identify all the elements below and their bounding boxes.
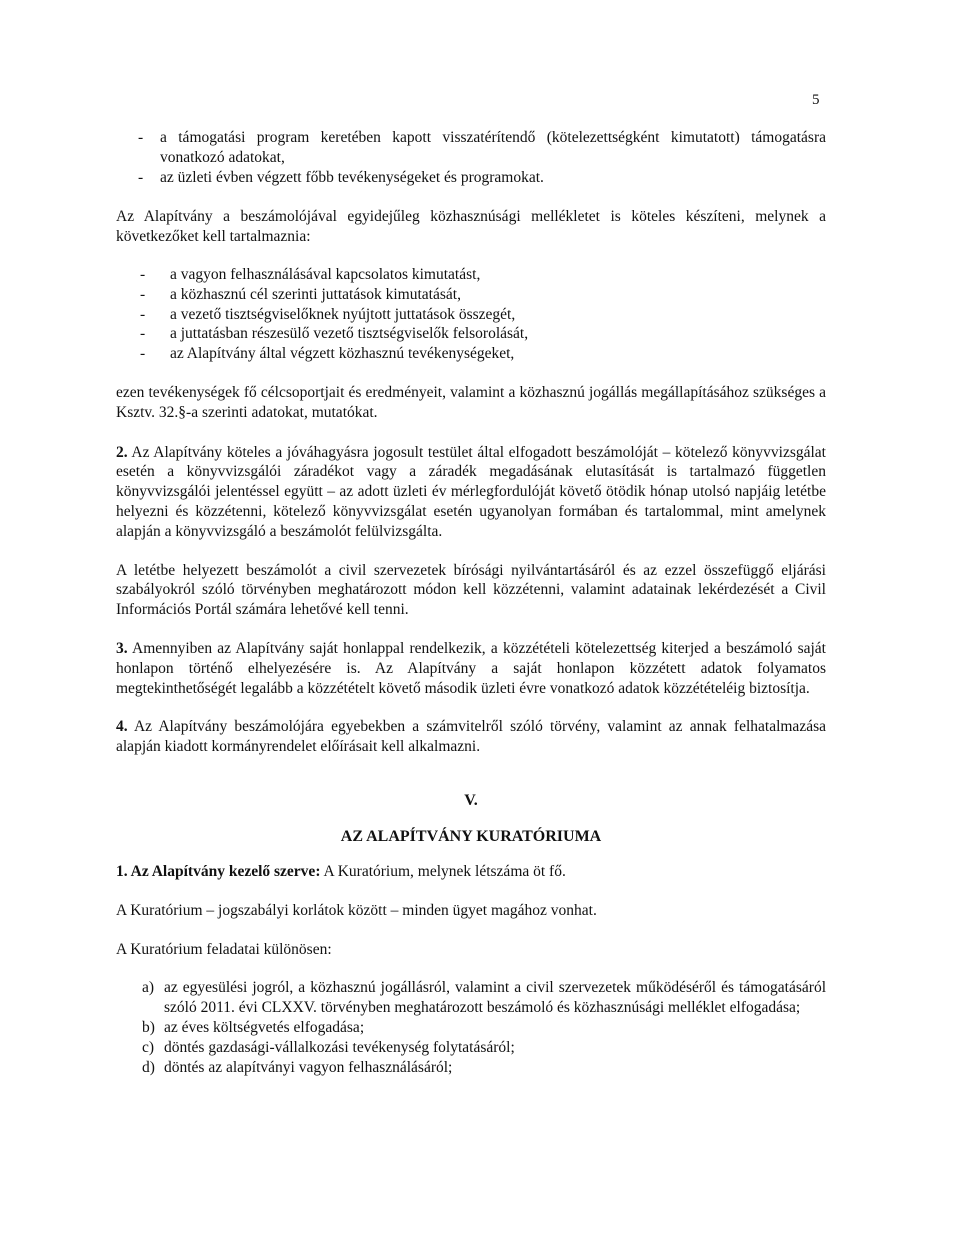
report-content-list [116,128,826,187]
paragraph-4 [116,717,826,757]
list-item [116,978,826,1018]
paragraph-2 [116,443,826,542]
section-title: AZ ALAPÍTVÁNY KURATÓRIUMA [340,827,602,845]
dash-marker: - [140,285,146,303]
list-label: a) [142,979,155,997]
list-item-text: a juttatásban részesülő vezető tisztségviselők felsorolását, [170,325,529,343]
dash-marker: - [140,345,146,363]
list-item-text: a vagyon felhasználásával kapcsolatos kimutatást, [170,265,481,283]
list-item-text: a vezető tisztségviselőknek nyújtott juttatások összegét, [170,305,516,323]
list-item [116,344,826,364]
list-item [116,324,826,344]
paragraph-number: 4. [116,718,128,736]
list-item [116,168,826,188]
dash-marker: - [138,168,144,186]
paragraph-intro: Az Alapítvány a beszámolójával egyidejűleg közhasznúsági mellékletet is köteles készíteni, melynek a következőket kell tartalmaznia: [116,208,826,246]
list-item [116,1058,826,1078]
list-item-text: a közhasznú cél szerinti juttatások kimutatását, [170,285,461,303]
document-body [116,128,826,1077]
paragraph-heading: 1. Az Alapítvány kezelő szerve: [116,862,321,880]
paragraph-1 [116,862,826,882]
list-item-text: a támogatási program keretében kapott visszatérítendő (kötelezettségként kimutatott) támogatásra vonatkozó adatokat, [160,129,826,166]
dash-marker: - [138,129,144,146]
paragraph-3 [116,639,826,698]
paragraph-text: Az Alapítvány beszámolójára egyebekben a számvitelről szóló törvény, valamint az annak felhatalmazása alapján kiadott kormányrendelet előírásait kell alkalmazni. [116,718,826,756]
dash-marker: - [140,325,146,343]
paragraph-number: 2. [116,443,128,461]
dash-marker: - [140,305,146,323]
list-item-text: az Alapítvány által végzett közhasznú tevékenységeket, [170,345,515,363]
list-item [116,1038,826,1058]
list-item [116,1018,826,1038]
list-item-text: az egyesülési jogról, a közhasznú jogállásról, valamint a civil szervezetek működéséről és támogatásáról szóló 2011. évi CLXXV. törvényben meghatározott beszámoló és közhasznúsági melléklet elfogadása; [164,979,826,1017]
paragraph-feladatai: A Kuratórium feladatai különösen: [116,940,332,958]
list-item-text: döntés gazdasági-vállalkozási tevékenység folytatásáról; [164,1038,515,1056]
paragraph-letetbe: A letétbe helyezett beszámolót a civil szervezetek bírósági nyilvántartásáról és az ezzel összefüggő eljárási szabályokról szóló törvényben meghatározott módon kell közzétenni, valamint adatainak lekérdezését a Civil Információs Portál számára lehetővé kell tenni. [116,561,826,619]
paragraph-ezen: ezen tevékenységek fő célcsoportjait és eredményeit, valamint a közhasznú jogállás megállapításához szükséges a Ksztv. 32.§-a szerinti adatokat, mutatókat. [116,383,826,421]
paragraph-text: Az Alapítvány köteles a jóváhagyásra jogosult testület által elfogadott beszámolóját – kötelező könyvvizsgálat esetén a könyvvizsgálói záradékot vagy a záradék megadásának elutasítását is tartalmazó független könyvvizsgálói jelentéssel együtt – az adott üzleti év mérlegfordulóját követő ötödik hónap utolsó napjáig letétbe helyezni és közzétenni, kötelező könyvvizsgálat esetén ugyanolyan formában és tartalommal, mint amelynek alapján a könyvvizsgáló a beszámolót felülvizsgálta. [116,443,826,540]
section-number: V. [464,791,478,809]
page-number: 5 [812,92,820,108]
duties-list [116,978,826,1077]
dash-marker: - [140,265,146,283]
list-item [116,285,826,305]
list-item-text: döntés az alapítványi vagyon felhasználásáról; [164,1058,453,1076]
list-item [116,128,826,168]
annex-content-list [116,265,826,364]
list-item [116,265,826,285]
paragraph-jogszabalyi: A Kuratórium – jogszabályi korlátok között – minden ügyet magához vonhat. [116,901,597,919]
list-item-text: az éves költségvetés elfogadása; [164,1018,365,1036]
paragraph-text: Amennyiben az Alapítvány saját honlappal rendelkezik, a közzétételi kötelezettség kiterjed a beszámoló saját honlapon történő elhelyezésére is. Az Alapítvány a saját honlapon közzétett adatok folyamatos megtekinthetőségét legalább a közzétételt követő második üzleti évre vonatkozó adatok közzétételéig biztosítja. [116,639,826,697]
list-label: b) [142,1018,155,1036]
list-label: c) [142,1038,155,1056]
list-item [116,305,826,325]
paragraph-number: 3. [116,639,128,657]
paragraph-text: A Kuratórium, melynek létszáma öt fő. [320,862,566,880]
list-item-text: az üzleti évben végzett főbb tevékenységeket és programokat. [160,168,544,186]
list-label: d) [142,1058,155,1076]
